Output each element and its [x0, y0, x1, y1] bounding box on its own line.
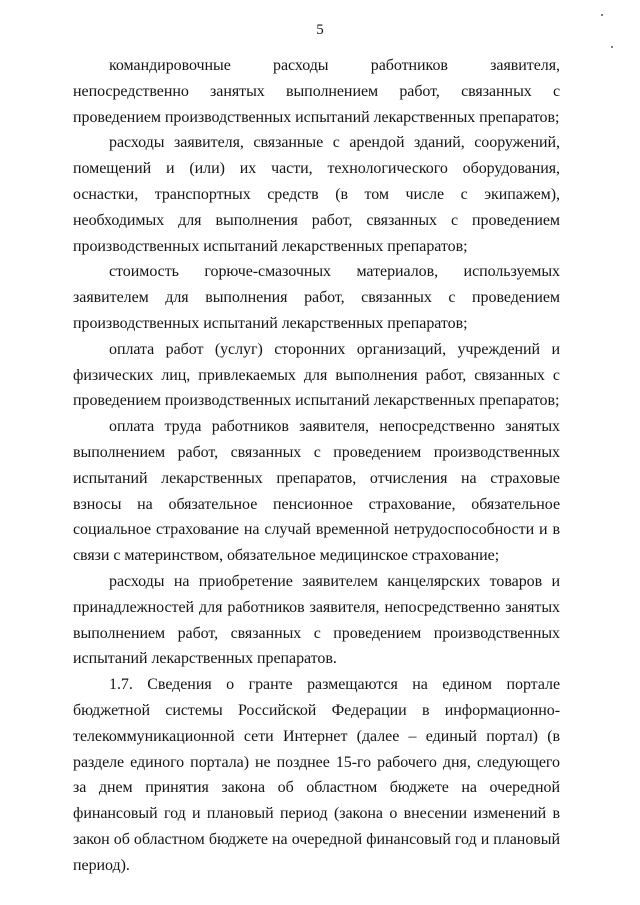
document-body — [73, 53, 560, 879]
paragraph-fuel-costs: стоимость горюче-смазочных материалов, используемых заявителем для выполнения работ, связанных с проведением производственных испытаний лекарственных препаратов; — [73, 263, 560, 332]
scan-artifact-dot — [611, 46, 613, 48]
paragraph-third-party-services: оплата работ (услуг) сторонних организаций, учреждений и физических лиц, привлекаемых для выполнения работ, связанных с проведением производственных испытаний лекарственных препаратов; — [73, 340, 560, 410]
scan-artifact-dot — [601, 14, 603, 16]
paragraph-section-1-7: 1.7. Сведения о гранте размещаются на едином портале бюджетной системы Российской Федерации в информационно-телекоммуникационной сети Интернет (далее – единый портал) (в разделе единого портала) не позднее 15-го рабочего дня, следующего за днем принятия закона об областном бюджете на очередной финансовый год и плановый период (закона о внесении изменений в закон об областном бюджете на очередной финансовый год и плановый период). — [73, 676, 560, 874]
page-number: 5 — [316, 22, 324, 38]
paragraph-labor-costs: оплата труда работников заявителя, непосредственно занятых выполнением работ, связанных с проведением производственных испытаний лекарственных препаратов, отчисления на страховые взносы на обязательное пенсионное страхование, обязательное социальное страхование на случай временной нетрудоспособности и в связи с материнством, обязательное медицинское страхование; — [73, 418, 560, 565]
paragraph-travel-expenses: командировочные расходы работников заявителя, непосредственно занятых выполнением работ, связанных с проведением производственных испытаний лекарственных препаратов; — [73, 57, 560, 126]
paragraph-rental-expenses: расходы заявителя, связанные с арендой зданий, сооружений, помещений и (или) их части, технологического оборудования, оснастки, транспортных средств (в том числе с экипажем), необходимых для выполнения работ, связанных с проведением производственных испытаний лекарственных препаратов; — [73, 134, 560, 255]
paragraph-office-supplies: расходы на приобретение заявителем канцелярских товаров и принадлежностей для работников заявителя, непосредственно занятых выполнением работ, связанных с проведением производственных испытаний лекарственных препаратов. — [73, 572, 560, 668]
